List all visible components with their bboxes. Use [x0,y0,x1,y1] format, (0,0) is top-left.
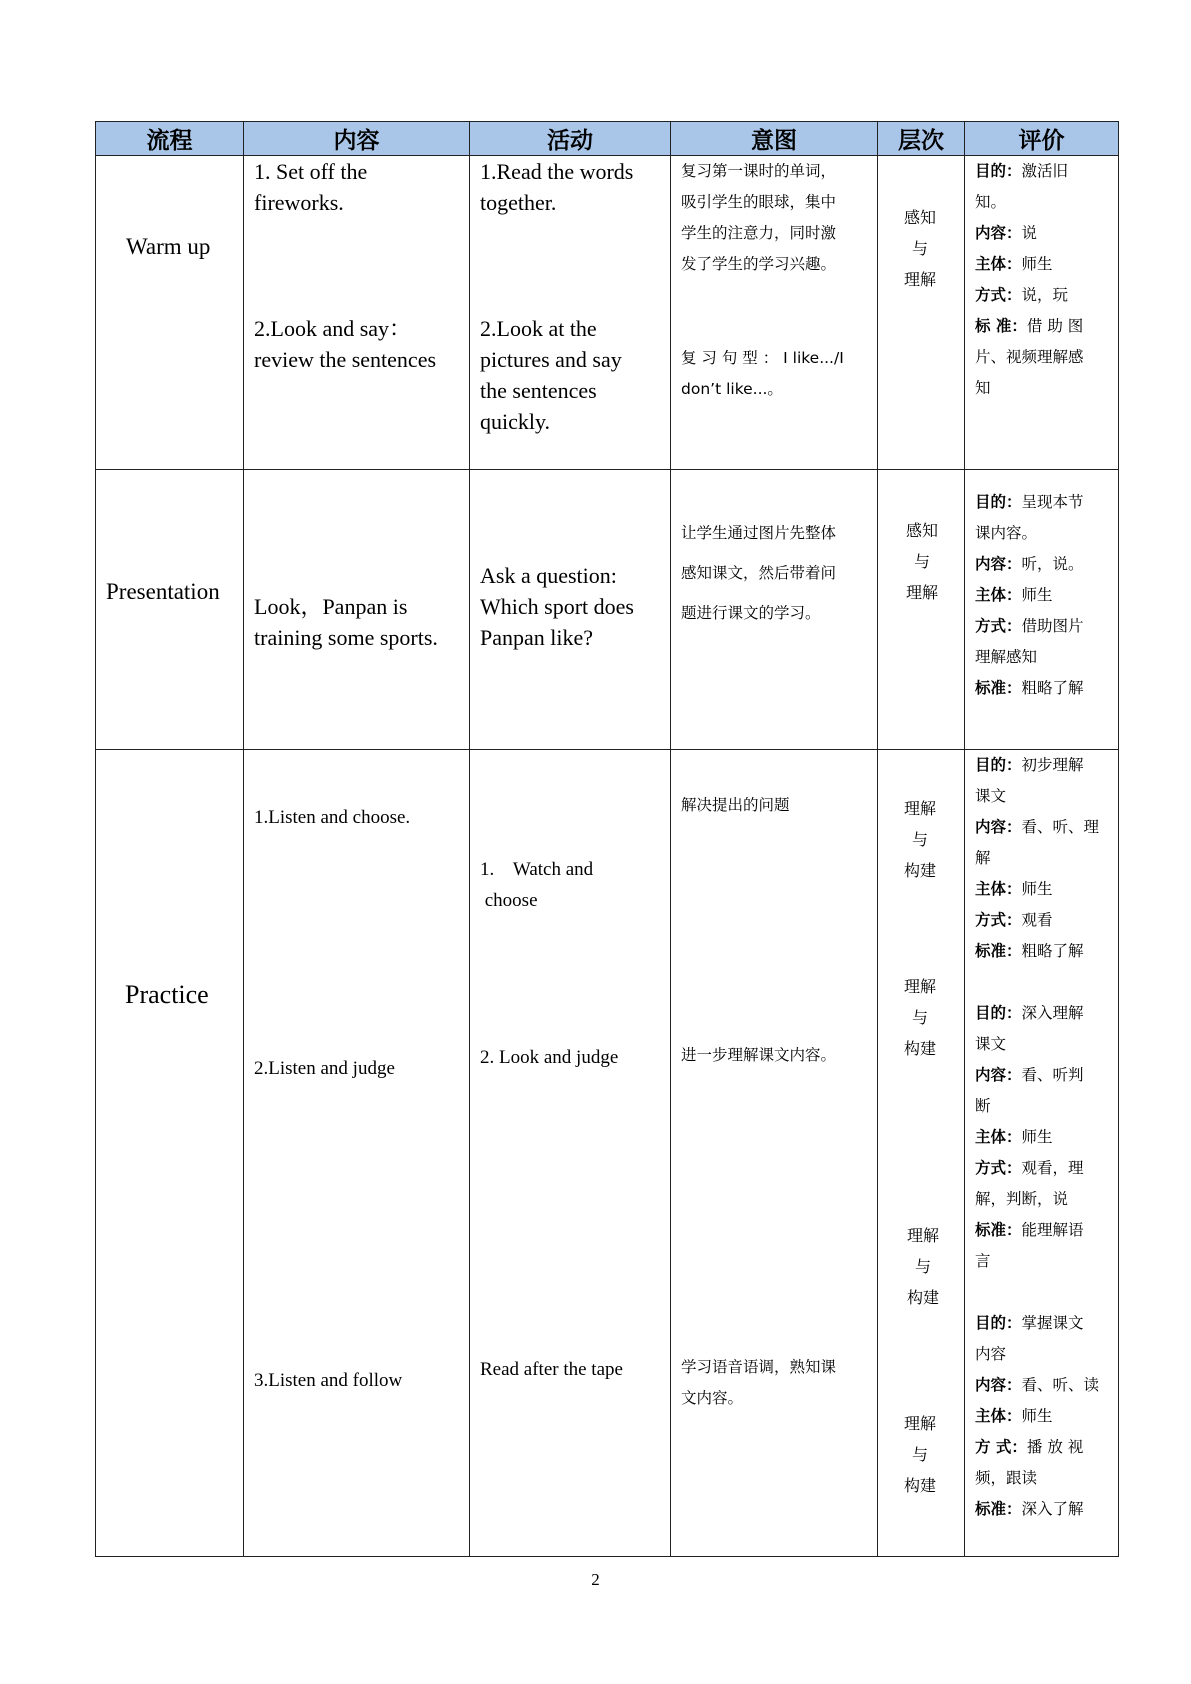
evaluation-value: 知。 [975,193,1007,211]
evaluation-value: 粗略了解 [1021,942,1084,960]
evaluation-value: 借助图片 [1021,617,1084,635]
evaluation-line [975,580,1084,611]
header-level: 层次 [878,122,965,156]
evaluation-value: 说，玩 [1021,286,1069,304]
practice-activity-3: Read after the tape [480,1359,623,1380]
evaluation-value: 师生 [1021,1407,1053,1425]
evaluation-key: 标准： [975,942,1022,960]
stage-practice: Practice [125,980,209,1009]
evaluation-line [975,1494,1099,1525]
evaluation-value: 借 助 图 [1026,317,1084,335]
evaluation-value: 师生 [1021,1128,1053,1146]
stage-warmup: Warm up [126,234,211,259]
presentation-activity: Ask a question: Which sport does Panpan like? [480,563,634,650]
evaluation-value: 课内容。 [975,524,1038,542]
evaluation-value: 内容 [975,1345,1007,1363]
warmup-evaluation [975,156,1084,404]
presentation-content: Look，Panpan is training some sports. [254,594,438,650]
evaluation-line [975,342,1084,373]
evaluation-value: 师生 [1021,586,1053,604]
evaluation-value: 知 [975,379,991,397]
evaluation-key: 主体： [975,880,1022,898]
evaluation-key: 目的： [975,1004,1022,1022]
evaluation-value: 片、视频理解感 [975,348,1084,366]
practice-intent-3: 学习语音语调，熟知课 文内容。 [681,1358,837,1407]
evaluation-line [975,673,1084,704]
evaluation-value: 解 [975,849,991,867]
header-content: 内容 [244,122,470,156]
lesson-plan-table [95,121,1119,1557]
evaluation-line [975,1370,1099,1401]
evaluation-key: 目的： [975,756,1022,774]
header-evaluation: 评价 [965,122,1119,156]
evaluation-value: 掌握课文 [1021,1314,1084,1332]
evaluation-value: 看、听判 [1021,1066,1084,1084]
evaluation-value: 深入了解 [1021,1500,1084,1518]
header-row [96,122,1119,156]
practice-intent-1: 解决提出的问题 [681,796,790,814]
evaluation-line [975,518,1084,549]
evaluation-line [975,187,1084,218]
page-number: 2 [591,1570,600,1589]
evaluation-key: 内容： [975,1066,1022,1084]
evaluation-value: 课文 [975,787,1007,805]
evaluation-line [975,1153,1099,1184]
evaluation-value: 师生 [1021,880,1053,898]
warmup-intent-2: 复 习 句 型 ： I like.../I don’t like...。 [681,349,844,398]
evaluation-line [975,1029,1099,1060]
evaluation-key: 内容： [975,555,1022,573]
header-activity: 活动 [470,122,671,156]
warmup-activity-1: 1.Read the words together. [480,159,634,215]
practice-level-1: 理解 与 构建 [903,799,936,880]
evaluation-key: 方式： [975,911,1022,929]
practice-level-3: 理解 与 构建 [906,1226,939,1307]
evaluation-value: 观看，理 [1021,1159,1084,1177]
evaluation-line [975,249,1084,280]
practice-content-2: 2.Listen and judge [254,1058,395,1079]
evaluation-line [975,1401,1099,1432]
warmup-level: 感知 与 理解 [903,208,936,289]
stage-presentation: Presentation [106,579,220,604]
evaluation-key: 主体： [975,1128,1022,1146]
practice-activity-1: 1. Watch and choose [480,859,594,911]
practice-content-3: 3.Listen and follow [254,1370,403,1391]
evaluation-key: 内容： [975,1376,1022,1394]
presentation-row [96,470,1119,750]
evaluation-line [975,1339,1099,1370]
evaluation-key: 目的： [975,493,1022,511]
evaluation-key: 主体： [975,586,1022,604]
presentation-level: 感知 与 理解 [905,521,938,602]
evaluation-key: 目的： [975,162,1022,180]
warmup-intent-1: 复习第一课时的单词， 吸引学生的眼球，集中 学生的注意力，同时激 发了学生的学习兴趣。 [681,162,837,273]
warmup-content-1: 1. Set off the fireworks. [254,159,368,215]
evaluation-line [975,1122,1099,1153]
evaluation-key: 主体： [975,1407,1022,1425]
evaluation-line [975,218,1084,249]
evaluation-line [975,311,1084,342]
evaluation-line [975,843,1099,874]
evaluation-line [975,1091,1099,1122]
evaluation-value: 师生 [1021,255,1053,273]
evaluation-value: 初步理解 [1021,756,1084,774]
warmup-content-2: 2.Look and say： review the sentences [254,316,437,372]
evaluation-value: 说 [1021,224,1038,242]
evaluation-key: 内容： [975,818,1022,836]
evaluation-line [975,1215,1099,1246]
warmup-row [96,156,1119,470]
evaluation-value: 粗略了解 [1021,679,1084,697]
evaluation-value: 激活旧 [1021,162,1069,180]
presentation-evaluation [975,487,1084,704]
evaluation-line [975,1308,1099,1339]
evaluation-line [975,1060,1099,1091]
evaluation-value: 言 [975,1252,991,1270]
practice-activity-2: 2. Look and judge [480,1047,619,1068]
evaluation-line [975,998,1099,1029]
evaluation-line [975,611,1084,642]
practice-level-4: 理解 与 构建 [903,1414,936,1495]
evaluation-value: 能理解语 [1021,1221,1084,1239]
evaluation-value: 看、听、读 [1021,1376,1100,1394]
evaluation-key: 方 式： [975,1438,1027,1456]
evaluation-key: 目的： [975,1314,1022,1332]
evaluation-value: 呈现本节 [1021,493,1084,511]
evaluation-line [975,487,1084,518]
practice-evaluation [975,750,1099,1525]
evaluation-line [975,781,1099,812]
evaluation-line [975,967,1099,998]
evaluation-key: 方式： [975,617,1022,635]
evaluation-line [975,874,1099,905]
evaluation-key: 方式： [975,1159,1022,1177]
evaluation-line [975,156,1084,187]
evaluation-value: 观看 [1021,911,1053,929]
evaluation-value: 断 [975,1097,991,1115]
warmup-activity-2: 2.Look at the pictures and say the sentences quickly. [480,316,622,434]
header-intent: 意图 [671,122,878,156]
evaluation-line [975,1463,1099,1494]
evaluation-line [975,642,1084,673]
evaluation-key: 标 准： [975,317,1027,335]
header-process: 流程 [96,122,244,156]
evaluation-value: 播 放 视 [1026,1438,1084,1456]
evaluation-key: 内容： [975,224,1022,242]
evaluation-line [975,936,1099,967]
evaluation-value: 看、听、理 [1021,818,1100,836]
evaluation-value: 解，判断，说 [975,1190,1069,1208]
evaluation-line [975,373,1084,404]
evaluation-line [975,280,1084,311]
practice-level-2: 理解 与 构建 [903,977,936,1058]
practice-intent-2: 进一步理解课文内容。 [681,1046,837,1064]
presentation-intent: 让学生通过图片先整体 感知课文，然后带着问 题进行课文的学习。 [681,524,837,622]
evaluation-value: 频，跟读 [975,1469,1038,1487]
evaluation-line [975,905,1099,936]
evaluation-line [975,1246,1099,1277]
evaluation-value: 深入理解 [1021,1004,1084,1022]
evaluation-key: 标准： [975,1500,1022,1518]
evaluation-line [975,549,1084,580]
evaluation-line [975,750,1099,781]
evaluation-key: 方式： [975,286,1022,304]
evaluation-key: 主体： [975,255,1022,273]
evaluation-line [975,1277,1099,1308]
evaluation-key: 标准： [975,1221,1022,1239]
evaluation-value: 理解感知 [975,648,1038,666]
practice-content-1: 1.Listen and choose. [254,807,411,828]
evaluation-line [975,1432,1099,1463]
evaluation-value: 听，说。 [1021,555,1084,573]
evaluation-line [975,1184,1099,1215]
practice-row [96,750,1119,1557]
evaluation-key: 标准： [975,679,1022,697]
evaluation-value: 课文 [975,1035,1007,1053]
evaluation-line [975,812,1099,843]
